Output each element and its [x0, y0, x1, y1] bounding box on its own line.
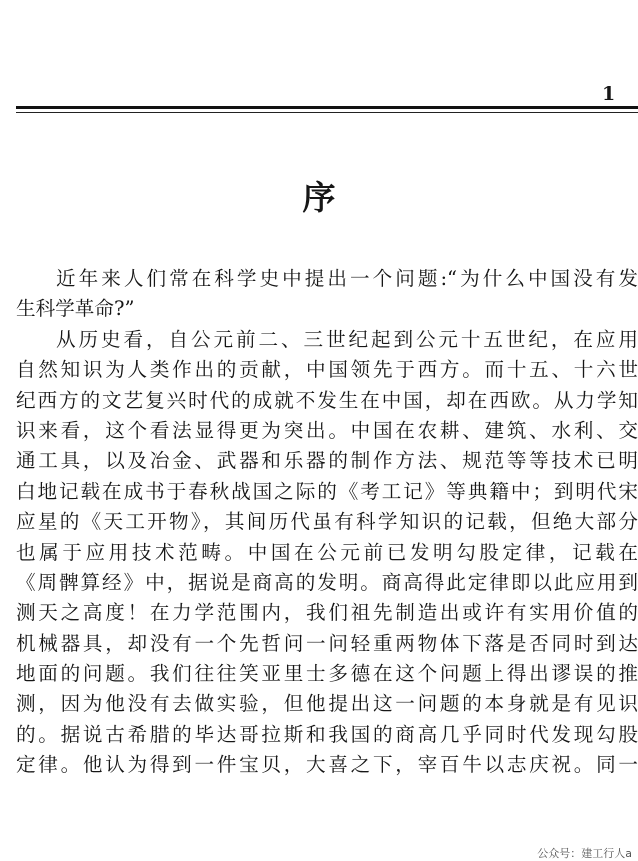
- text-line: 地面的问题。我们往往笑亚里士多德在这个问题上得出谬误的推: [16, 662, 638, 686]
- header-rule-thin: [16, 112, 638, 113]
- text-line: 通工具，以及冶金、武器和乐器的制作方法、规范等等技术已明: [16, 449, 638, 473]
- text-line: 识来看，这个看法显得更为突出。中国在农耕、建筑、水利、交: [16, 418, 638, 442]
- text-line: 纪西方的文艺复兴时代的成就不发生在中国，却在西欧。从力学知: [16, 388, 638, 412]
- text-line: 自然知识为人类作出的贡献，中国领先于西方。而十五、十六世: [16, 358, 638, 382]
- text-line: 的。据说古希腊的毕达哥拉斯和我国的商高几乎同时代发现勾股: [16, 722, 638, 746]
- body-text: [16, 264, 638, 781]
- text-line: 白地记载在成书于春秋战国之际的《考工记》等典籍中；到明代宋: [16, 479, 638, 503]
- text-line: 定律。他认为得到一件宝贝，大喜之下，宰百牛以志庆祝。同一: [16, 753, 638, 777]
- text-line: 近年来人们常在科学史中提出一个问题:“为什么中国没有发: [56, 267, 638, 290]
- chapter-title: 序: [302, 178, 336, 217]
- text-line: 测天之高度！在力学范围内，我们祖先制造出或许有实用价值的: [16, 601, 638, 625]
- text-line: 生科学革命?”: [16, 297, 135, 321]
- text-line: 机械器具，却没有一个先哲问一问轻重两物体下落是否同时到达: [16, 631, 638, 655]
- text-line: 应星的《天工开物》，其间历代虽有科学知识的记载，但绝大部分: [16, 510, 638, 534]
- text-line: 《周髀算经》中，据说是商高的发明。商高得此定律即以此应用到: [16, 570, 638, 594]
- header-rule-thick: [16, 106, 638, 109]
- text-line: 也属于应用技术范畴。中国在公元前已发明勾股定律，记载在: [16, 540, 638, 564]
- page-number: 1: [602, 83, 616, 105]
- text-line: 测，因为他没有去做实验，但他提出这一问题的本身就是有见识: [16, 692, 638, 716]
- watermark-label: 公众号：建工行人a: [537, 847, 632, 860]
- text-line: 从历史看，自公元前二、三世纪起到公元十五世纪，在应用: [56, 327, 638, 351]
